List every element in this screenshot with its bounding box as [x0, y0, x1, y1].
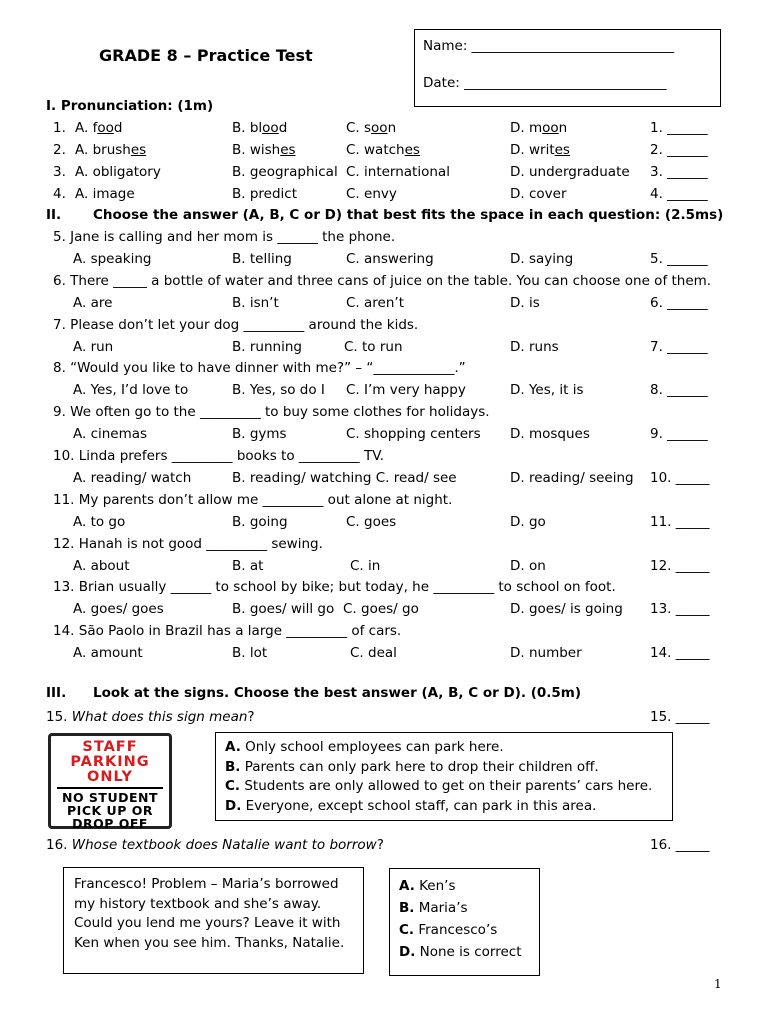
option-a[interactable]	[75, 163, 161, 181]
sign-line-1: STAFF	[82, 739, 138, 755]
option-c[interactable]: C. in	[350, 557, 381, 574]
option-c[interactable]	[346, 185, 397, 203]
page-number: 1	[714, 977, 722, 991]
answer-blank-16[interactable]: 16. _____	[650, 837, 710, 853]
option-part: A. brush	[75, 142, 131, 158]
option-b[interactable]: B. lot	[232, 645, 268, 662]
question-16-mark: ?	[376, 837, 384, 853]
option-part: d	[113, 120, 123, 136]
option-c[interactable]: C. aren’t	[346, 294, 404, 311]
option-d[interactable]: D. number	[510, 645, 582, 662]
question-text: 11. My parents don’t allow me _________ out alone at night.	[53, 491, 453, 508]
question-text: 5. Jane is calling and her mom is ______ the phone.	[53, 229, 396, 245]
answer-blank[interactable]: 5. ______	[650, 250, 708, 267]
option-b[interactable]: B. telling	[232, 250, 292, 267]
sign-line-5: PICK UP OR	[67, 803, 153, 818]
option-d[interactable]	[510, 163, 630, 181]
note-line: Francesco! Problem – Maria’s borrowed	[74, 876, 339, 892]
option-d[interactable]: D. Yes, it is	[510, 382, 584, 399]
option-part: C. watch	[346, 142, 405, 158]
option-letter: B.	[399, 900, 415, 916]
question-text: 10. Linda prefers _________ books to _________ TV.	[53, 448, 384, 464]
answer-blank[interactable]: 8. ______	[650, 382, 708, 399]
answer-blank[interactable]: 3. ______	[650, 164, 708, 180]
note-line: Ken when you see him. Thanks, Natalie.	[74, 934, 345, 951]
sign-line-3: ONLY	[87, 769, 133, 785]
answer-blank[interactable]: 2. ______	[650, 142, 708, 158]
answer-blank[interactable]: 4. ______	[650, 186, 708, 202]
answer-blank-15[interactable]: 15. _____	[650, 709, 710, 725]
option-part: D. undergraduate	[510, 164, 630, 180]
option-part: oo	[542, 120, 559, 136]
q15-option-d[interactable]	[225, 797, 596, 817]
option-a[interactable]: A. amount	[73, 645, 143, 662]
date-field[interactable]: Date: ______________________________	[423, 75, 667, 91]
option-b[interactable]: B. isn’t	[232, 294, 279, 311]
option-part: B. bl	[232, 120, 263, 136]
option-part: oo	[262, 120, 279, 136]
option-text: Maria’s	[414, 900, 468, 916]
option-a[interactable]: A. cinemas	[73, 426, 148, 443]
option-c[interactable]: C. goes/ go	[343, 601, 419, 618]
answer-blank[interactable]: 11. _____	[650, 513, 710, 530]
question-text: 12. Hanah is not good _________ sewing.	[53, 535, 323, 552]
option-part: A. obligatory	[75, 164, 161, 180]
option-a[interactable]	[75, 119, 122, 137]
option-text: None is correct	[415, 944, 522, 960]
option-c[interactable]: C. goes	[346, 513, 397, 530]
section-3-heading: Look at the signs. Choose the best answer (A, B, C or D). (0.5m)	[93, 685, 582, 701]
q16-option-c[interactable]	[399, 921, 497, 941]
option-part: es	[404, 142, 420, 158]
option-part: D. m	[510, 120, 543, 136]
question-15	[46, 708, 255, 726]
option-d[interactable]	[510, 119, 567, 137]
option-b[interactable]	[232, 185, 297, 203]
answer-blank[interactable]: 12. _____	[650, 557, 710, 574]
option-a[interactable]: A. run	[73, 338, 114, 355]
answer-blank[interactable]: 6. ______	[650, 294, 708, 311]
option-d[interactable]: D. runs	[510, 338, 559, 355]
option-text: Francesco’s	[414, 922, 498, 938]
option-a[interactable]	[75, 141, 146, 159]
option-letter: D.	[399, 944, 416, 960]
option-part: es	[554, 142, 570, 158]
note-line: my history textbook and she’s away.	[74, 895, 322, 912]
option-d[interactable]: D. goes/ is going	[510, 601, 623, 618]
option-part: d	[278, 120, 288, 136]
option-letter: C.	[225, 778, 241, 794]
option-c[interactable]: C. shopping centers	[346, 426, 481, 443]
option-part: es	[130, 142, 147, 158]
question-text: 7. Please don’t let your dog _________ around the kids.	[53, 316, 419, 333]
option-part: C. s	[346, 120, 372, 136]
question-number: 1.	[53, 120, 66, 136]
option-c[interactable]: C. I’m very happy	[346, 382, 466, 399]
option-b[interactable]: B. reading/ watching C. read/ see	[232, 469, 457, 486]
question-text: 13. Brian usually ______ to school by bike; but today, he _________ to school on foot.	[53, 579, 616, 596]
option-a[interactable]	[75, 185, 135, 203]
answer-blank[interactable]: 14. _____	[650, 645, 710, 662]
option-letter: A.	[399, 878, 415, 894]
question-16-number: 16.	[46, 837, 68, 853]
question-15-mark: ?	[247, 709, 255, 725]
option-a[interactable]: A. Yes, I’d love to	[73, 382, 189, 399]
answer-blank[interactable]: 1. ______	[650, 120, 708, 136]
option-a[interactable]: A. about	[73, 557, 130, 574]
q16-option-a[interactable]	[399, 877, 456, 897]
question-text: 9. We often go to the _________ to buy some clothes for holidays.	[53, 404, 490, 421]
option-part: C. international	[346, 164, 450, 180]
option-part: oo	[371, 120, 388, 136]
option-c[interactable]: C. deal	[350, 645, 397, 662]
sign-line-6: DROP OFF	[72, 816, 148, 831]
staff-parking-sign	[48, 733, 172, 829]
option-text: Everyone, except school staff, can park in this area.	[241, 797, 597, 814]
option-d[interactable]	[510, 141, 570, 159]
option-part: D. writ	[510, 142, 555, 158]
section-1-heading: I. Pronunciation: (1m)	[46, 98, 214, 114]
section-2-number: II.	[46, 207, 62, 223]
note-line: Could you lend me yours? Leave it with	[74, 915, 341, 931]
option-a[interactable]: A. are	[73, 294, 113, 311]
question-number: 2.	[53, 142, 66, 158]
q15-option-c[interactable]	[225, 777, 652, 797]
option-d[interactable]: D. saying	[510, 250, 574, 267]
option-letter: A.	[225, 739, 241, 755]
option-text: Parents can only park here to drop their children off.	[240, 758, 599, 775]
section-3-number: III.	[46, 685, 67, 701]
option-letter: B.	[225, 758, 241, 775]
option-d[interactable]	[510, 185, 567, 203]
option-a[interactable]: A. reading/ watch	[73, 469, 192, 486]
answer-blank[interactable]: 13. _____	[650, 601, 710, 618]
option-text: Students are only allowed to get on their parents’ cars here.	[240, 778, 653, 794]
option-b[interactable]: B. goes/ will go	[232, 601, 335, 618]
question-number: 3.	[53, 164, 66, 180]
question-16-text: Whose textbook does Natalie want to borrow	[71, 837, 377, 853]
section-2-heading: Choose the answer (A, B, C or D) that best fits the space in each question: (2.5ms)	[93, 207, 724, 223]
name-field[interactable]: Name: ______________________________	[423, 38, 675, 54]
question-16	[46, 836, 384, 854]
option-b[interactable]: B. gyms	[232, 426, 287, 443]
answer-blank[interactable]: 9. ______	[650, 426, 708, 443]
page-title: GRADE 8 – Practice Test	[99, 46, 313, 65]
option-d[interactable]: D. is	[510, 294, 540, 311]
option-part: C. envy	[346, 186, 397, 202]
sign-line-4: NO STUDENT	[61, 790, 159, 805]
option-c[interactable]	[346, 141, 420, 159]
option-text: Only school employees can park here.	[240, 739, 504, 755]
option-d[interactable]: D. go	[510, 513, 546, 530]
option-c[interactable]: C. answering	[346, 250, 434, 267]
q15-option-b[interactable]	[225, 758, 599, 778]
option-a[interactable]: A. speaking	[73, 250, 152, 267]
option-b[interactable]	[232, 119, 287, 137]
question-number: 4.	[53, 186, 66, 202]
option-c[interactable]	[346, 119, 396, 137]
option-d[interactable]: D. reading/ seeing	[510, 469, 634, 486]
option-b[interactable]: B. going	[232, 513, 288, 530]
option-b[interactable]	[232, 141, 296, 159]
option-part: B. wish	[232, 142, 281, 158]
option-part: D. cover	[510, 186, 567, 202]
option-part: n	[558, 120, 568, 136]
option-part: oo	[97, 120, 114, 136]
option-b[interactable]	[232, 163, 338, 181]
option-part: A. f	[75, 120, 98, 136]
question-text: 14. São Paolo in Brazil has a large _________ of cars.	[53, 623, 402, 640]
question-15-number: 15.	[46, 709, 68, 725]
option-part: es	[280, 142, 296, 158]
option-b[interactable]: B. running	[232, 338, 302, 355]
option-text: Ken’s	[414, 878, 456, 894]
option-c[interactable]	[346, 163, 450, 181]
question-text: 6. There _____ a bottle of water and three cans of juice on the table. You can choose one of them.	[53, 272, 712, 289]
q16-option-b[interactable]	[399, 899, 468, 919]
q16-option-d[interactable]	[399, 943, 522, 963]
option-part: B. predict	[232, 186, 298, 202]
sign-line-2: PARKING	[70, 754, 150, 770]
option-letter: D.	[225, 797, 242, 814]
option-part: B. geographical	[232, 164, 338, 180]
question-15-text: What does this sign mean	[71, 709, 248, 725]
answer-blank[interactable]: 10. _____	[650, 469, 710, 486]
option-letter: C.	[399, 922, 415, 938]
option-part: n	[387, 120, 397, 136]
option-a[interactable]: A. goes/ goes	[73, 601, 164, 618]
q15-option-a[interactable]	[225, 738, 504, 758]
option-b[interactable]: B. Yes, so do I	[232, 382, 325, 399]
question-text: 8. “Would you like to have dinner with me?” – “____________.”	[53, 360, 466, 377]
option-part: A. image	[75, 186, 135, 202]
sign-divider	[57, 787, 163, 789]
answer-blank[interactable]: 7. ______	[650, 338, 708, 355]
option-d[interactable]: D. mosques	[510, 426, 590, 443]
option-c[interactable]: C. to run	[344, 338, 403, 355]
option-a[interactable]: A. to go	[73, 513, 126, 530]
option-b[interactable]: B. at	[232, 557, 264, 574]
option-d[interactable]: D. on	[510, 557, 546, 574]
